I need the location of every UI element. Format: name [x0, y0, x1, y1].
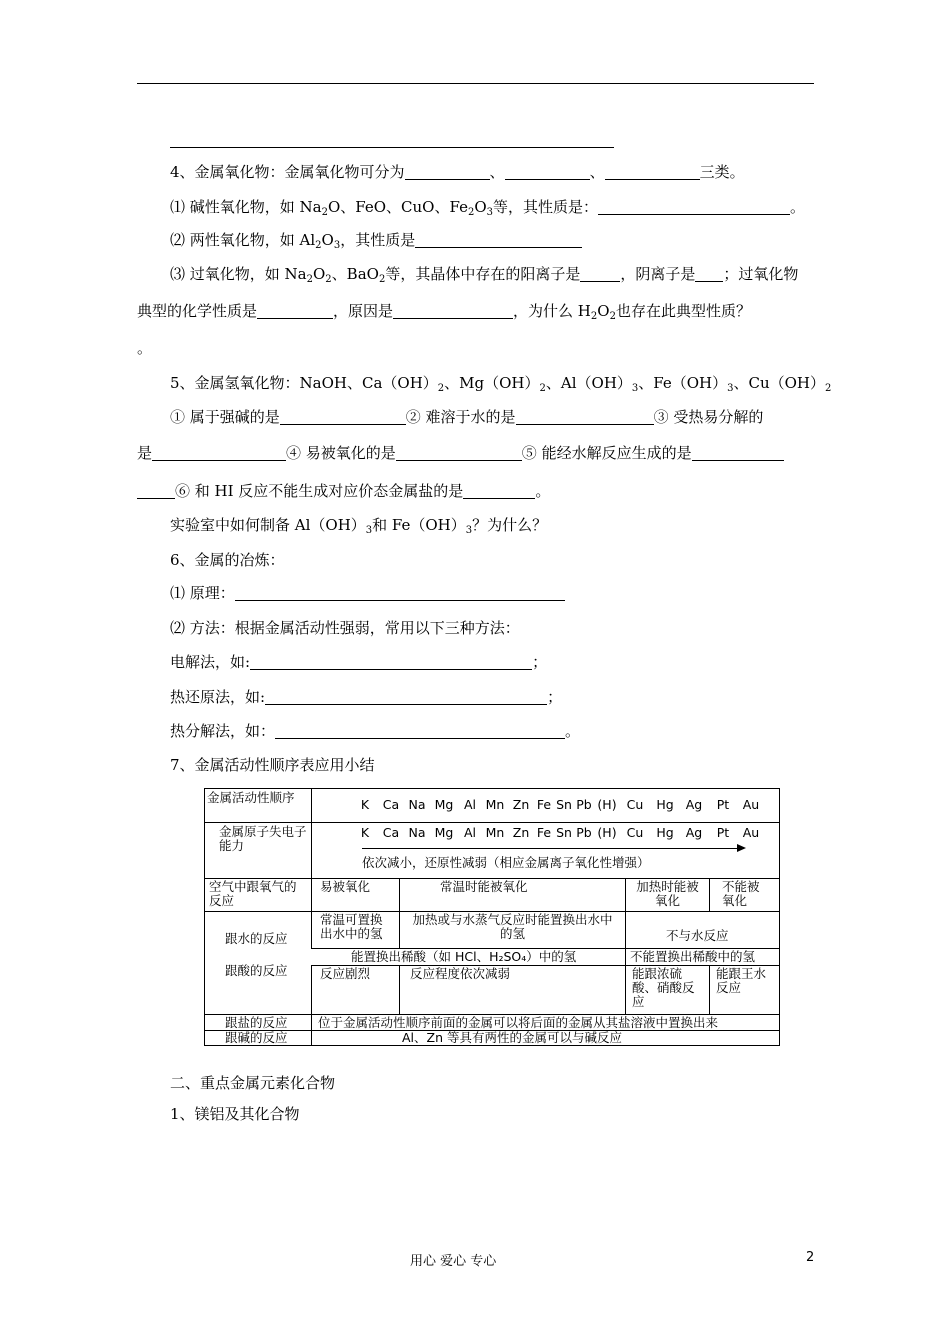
metal-Pb: Pb: [576, 797, 592, 812]
sec4-q2: ⑵ 两性氧化物，如 $Al_2O_3$，其性质是: [170, 230, 582, 250]
metal-K: K: [360, 797, 370, 812]
base-text: Al、Zn 等具有两性的金属可以与碱反应: [311, 1030, 779, 1045]
air-label: 空气中跟氧气的反应: [205, 878, 311, 911]
sec6-heatred: 热还原法，如: ；: [170, 688, 563, 706]
blank-line-top: [170, 130, 614, 150]
row1-label: 金属活动性顺序: [207, 790, 295, 805]
metal-H: (H): [597, 797, 617, 812]
sec5-line3: ⑥ 和 HI 反应不能生成对应价态金属盐的是 。: [137, 481, 550, 501]
metal-Fe: Fe: [536, 797, 552, 812]
metal-Ca: Ca: [382, 797, 400, 812]
metal-Mg: Mg: [434, 825, 454, 840]
metal-Sn: Sn: [556, 797, 572, 812]
metal-sequence-2: [352, 826, 764, 840]
metal-Fe: Fe: [536, 825, 552, 840]
metal-Cu: Cu: [626, 825, 644, 840]
header-rule: [137, 83, 814, 84]
water-normal: 常温可置换出水中的氢: [311, 911, 399, 948]
metal-Na: Na: [408, 797, 426, 812]
metal-Hg: Hg: [656, 825, 674, 840]
water-heat: 加热或与水蒸气反应时能置换出水中的氢: [399, 911, 625, 948]
metal-Mg: Mg: [434, 797, 454, 812]
air-heat: 加热时能被氧化: [625, 878, 709, 911]
metal-Hg: Hg: [656, 797, 674, 812]
air-none: 不能被氧化: [709, 878, 779, 911]
acid-aqua-regia: 能跟王水反应: [709, 965, 779, 1014]
air-easy: 易被氧化: [311, 878, 399, 911]
sec5-title: 5、金属氢氧化物：NaOH、$Ca(OH)_2$、$Mg(OH)_2$、$Al(OH)_3$、$Fe(OH)_3$、$Cu(OH)_2$: [170, 374, 832, 394]
base-label: 跟碱的反应: [205, 1030, 311, 1045]
metal-sequence-1: [352, 798, 764, 812]
sec4-title: 4、金属氧化物：金属氧化物可分为 、 、 三类。: [170, 163, 745, 181]
water-none: 不与水反应: [625, 911, 779, 948]
acid-no-displace: 不能置换出稀酸中的氢: [625, 948, 779, 965]
metal-Mn: Mn: [485, 825, 505, 840]
sec4-end: 。: [137, 339, 153, 357]
sec6-electro: 电解法，如: ；: [170, 653, 548, 671]
metal-Au: Au: [742, 825, 760, 840]
acid-weaker: 反应程度依次减弱: [399, 965, 625, 1014]
metal-Ag: Ag: [685, 797, 703, 812]
row2-label: 金属原子失电子能力: [205, 822, 311, 878]
metal-Na: Na: [408, 825, 426, 840]
sec6-title: 6、金属的冶炼：: [170, 551, 285, 569]
salt-label: 跟盐的反应: [205, 1014, 311, 1030]
acid-label: 跟酸的反应: [225, 963, 288, 978]
footer-motto: 用心 爱心 专心: [410, 1254, 497, 1269]
metal-Pb: Pb: [576, 825, 592, 840]
metal-Ca: Ca: [382, 825, 400, 840]
metal-Al: Al: [463, 825, 477, 840]
metal-H: (H): [597, 825, 617, 840]
sec6-heatdec: 热分解法，如： 。: [170, 722, 581, 740]
metal-Zn: Zn: [512, 825, 530, 840]
sec6-method: ⑵ 方法：根据金属活动性强弱，常用以下三种方法：: [170, 619, 520, 637]
metal-Zn: Zn: [512, 797, 530, 812]
acid-conc: 能跟浓硫酸、硝酸反应: [625, 965, 709, 1014]
metal-Sn: Sn: [556, 825, 572, 840]
acid-displace: 能置换出稀酸（如 HCl、H₂SO₄）中的氢: [311, 948, 625, 965]
metal-Ag: Ag: [685, 825, 703, 840]
sec5-lab: 实验室中如何制备 $Al(OH)_3$和 $Fe(OH)_3$？为什么？: [170, 516, 548, 536]
sec7-title: 7、金属活动性顺序表应用小结: [170, 756, 375, 774]
part2-sub1: 1、镁铝及其化合物: [170, 1105, 300, 1123]
sec6-principle: ⑴ 原理：: [170, 583, 565, 603]
activity-series-table: [204, 788, 780, 1046]
page-number: 2: [806, 1250, 815, 1265]
sec5-line1: ① 属于强碱的是 ② 难溶于水的是 ③ 受热易分解的: [170, 408, 764, 426]
metal-Au: Au: [742, 797, 760, 812]
trend-text: 依次减小，还原性减弱（相应金属离子氧化性增强）: [362, 855, 650, 870]
metal-Mn: Mn: [485, 797, 505, 812]
salt-text: 位于金属活动性顺序前面的金属可以将后面的金属从其盐溶液中置换出来: [311, 1014, 779, 1030]
sec4-q3-cont: 典型的化学性质是 ，原因是 ，为什么 $H_2O_2$也存在此典型性质？: [137, 302, 751, 322]
air-normal: 常温时能被氧化: [399, 878, 625, 911]
metal-Al: Al: [463, 797, 477, 812]
metal-K: K: [360, 825, 370, 840]
sec4-q1: ⑴ 碱性氧化物，如 $Na_2O$、FeO、CuO、$Fe_2O_3$等，其性质是： 。: [170, 198, 806, 218]
metal-Cu: Cu: [626, 797, 644, 812]
sec5-line2: 是 ④ 易被氧化的是 ⑤ 能经水解反应生成的是: [137, 443, 784, 463]
part2-title: 二、重点金属元素化合物: [170, 1074, 336, 1092]
metal-Pt: Pt: [716, 797, 730, 812]
metal-Pt: Pt: [716, 825, 730, 840]
acid-violent: 反应剧烈: [311, 965, 399, 1014]
sec4-q3: ⑶ 过氧化物，如 $Na_2O_2$、BaO$_2$等，其晶体中存在的阳离子是 ，阴离子是 ；过氧化物: [170, 265, 799, 285]
water-label: 跟水的反应: [225, 931, 288, 946]
trend-arrow: [362, 848, 744, 849]
